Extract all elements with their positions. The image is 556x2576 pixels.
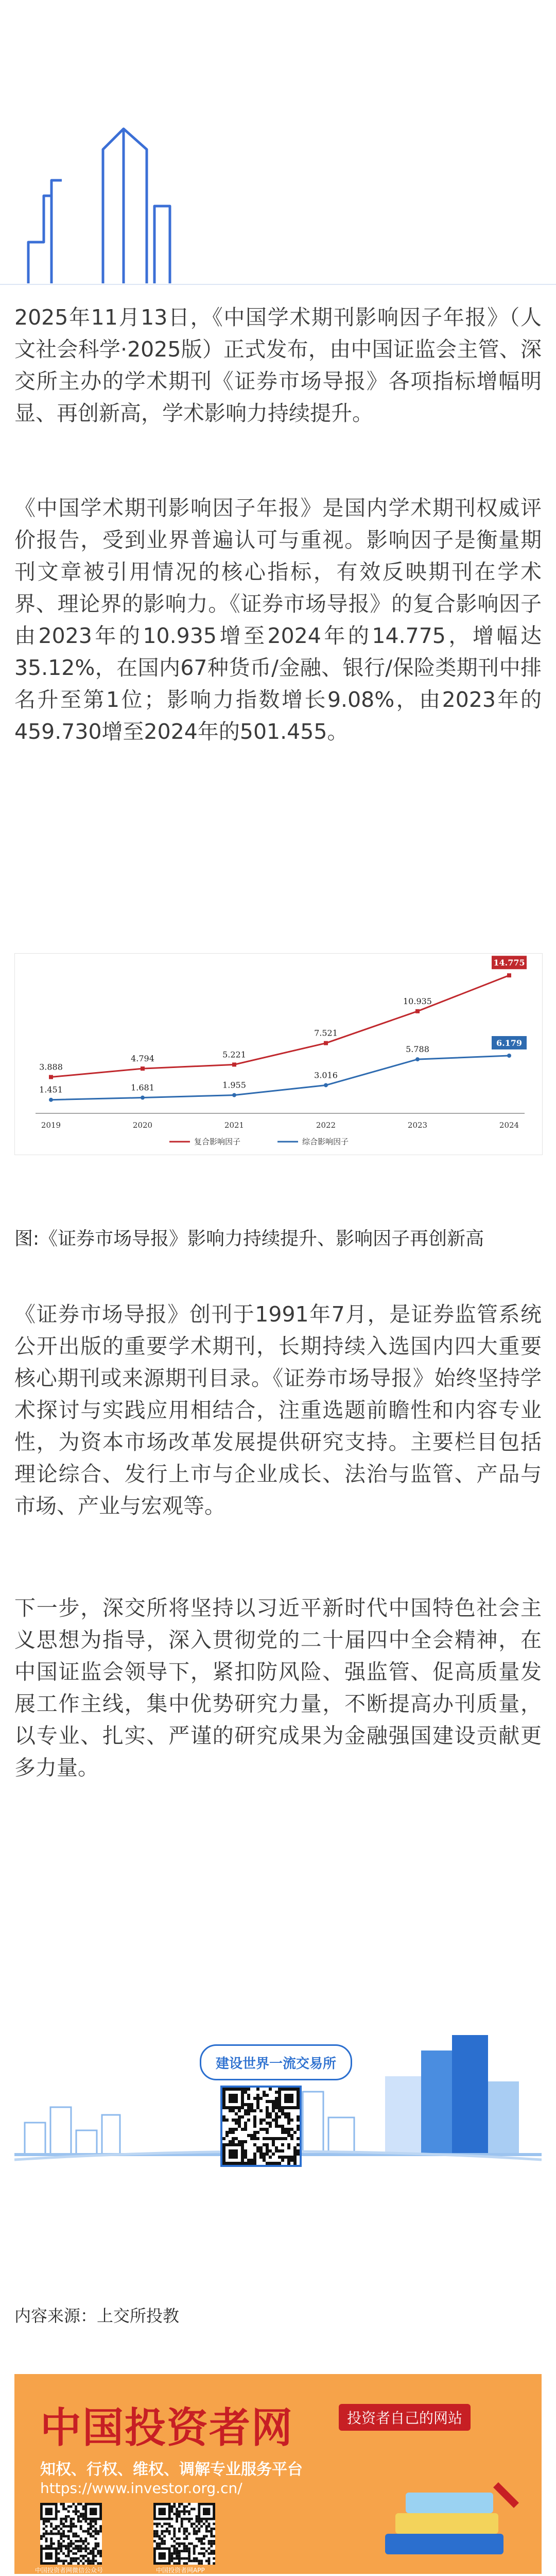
books-illustration <box>375 2472 529 2570</box>
data-label: 7.521 <box>314 1028 338 1038</box>
investor-app-qr[interactable] <box>153 2503 215 2565</box>
series-line-1 <box>51 1056 509 1100</box>
qr-pattern-icon <box>153 2503 215 2565</box>
investor-network-ad[interactable] <box>14 2374 542 2574</box>
data-point <box>141 1066 145 1071</box>
data-label: 4.794 <box>131 1054 154 1064</box>
investor-app-qr-label: 中国投资者网APP <box>156 2567 205 2574</box>
investor-wechat-qr[interactable] <box>40 2503 102 2565</box>
qr-pattern-icon <box>222 2088 300 2165</box>
data-point <box>49 1098 53 1102</box>
data-label: 10.935 <box>403 996 432 1006</box>
article-paragraph-4: 下一步，深交所将坚持以习近平新时代中国特色社会主义思想为指导，深入贯彻党的二十届四中全会精神，在中国证监会领导下，紧扣防风险、强监管、促高质量发展工作主线，集中优势研究力量，不断提高办刊质量，以专业、扎实、严谨的研究成果为金融强国建设贡献更多力量。 <box>14 1596 542 1780</box>
impact-factor-chart <box>14 953 543 1155</box>
banner-qr-code[interactable] <box>220 2086 302 2167</box>
data-label: 1.451 <box>39 1084 63 1095</box>
legend-label: 复合影响因子 <box>194 1137 241 1146</box>
building-outline-illustration <box>0 118 556 289</box>
banner-pill <box>200 2044 352 2080</box>
data-label: 5.221 <box>222 1049 246 1060</box>
data-label: 1.681 <box>131 1082 154 1093</box>
investor-network-tagline: 投资者自己的网站 <box>339 2404 471 2431</box>
article-paragraph-2: 《中国学术期刊影响因子年报》是国内学术期刊权威评价报告，受到业界普遍认可与重视。影响因子是衡量期刊文章被引用情况的核心指标，有效反映期刊在学术界、理论界的影响力。《证券市场导报》的复合影响因子由2023年的10.935增至2024年的14.775，增幅达35.12%，在国内67种货币/金融、银行/保险类期刊中排名升至第1位；影响力指数增长9.08%，由2023年的459.730增至2024年的501.455。 <box>14 496 542 744</box>
qr-pattern-icon <box>40 2503 102 2565</box>
data-point <box>49 1075 53 1079</box>
data-label: 3.016 <box>314 1070 338 1080</box>
x-tick-label: 2019 <box>41 1121 61 1130</box>
article-paragraph-3: 《证券市场导报》创刊于1991年7月，是证券监管系统公开出版的重要学术期刊，长期持续入选国内四大重要核心期刊或来源期刊目录。《证券市场导报》始终坚持学术探讨与实践应用相结合，注重选题前瞻性和内容专业性，为资本市场改革发展提供研究支持。主要栏目包括理论综合、发行上市与企业成长、法治与监管、产品与市场、产业与宏观等。 <box>14 1302 542 1518</box>
investor-network-title: 中国投资者网 <box>40 2404 293 2452</box>
data-label: 6.179 <box>496 1038 523 1048</box>
x-tick-label: 2021 <box>224 1121 245 1130</box>
data-point <box>415 1009 420 1013</box>
data-point <box>232 1093 236 1097</box>
investor-wechat-qr-label: 中国投资者网微信公众号 <box>35 2567 103 2574</box>
data-label: 3.888 <box>39 1062 63 1072</box>
x-tick-label: 2024 <box>499 1121 519 1130</box>
x-tick-label: 2020 <box>132 1121 153 1130</box>
impact-factor-line-chart <box>15 954 542 1155</box>
data-point <box>232 1062 236 1066</box>
investor-network-subtitle: 知权、行权、维权、调解专业服务平台 <box>40 2461 303 2479</box>
data-point <box>507 973 511 977</box>
investor-network-url[interactable]: https://www.investor.org.cn/ <box>40 2480 242 2497</box>
chart-caption: 图:《证券市场导报》影响力持续提升、影响因子再创新高 <box>14 1228 484 1249</box>
content-source: 内容来源：上交所投教 <box>14 2306 180 2326</box>
data-point <box>507 1054 511 1058</box>
data-label: 1.955 <box>222 1080 246 1090</box>
data-point <box>324 1041 328 1045</box>
x-tick-label: 2022 <box>316 1121 336 1130</box>
exchange-banner <box>14 2020 542 2169</box>
data-point <box>415 1057 420 1061</box>
data-label: 5.788 <box>406 1044 429 1055</box>
x-tick-label: 2023 <box>407 1121 428 1130</box>
article-paragraph-1: 2025年11月13日，《中国学术期刊影响因子年报》（人文社会科学·2025版）正式发布，由中国证监会主管、深交所主办的学术期刊《证券市场导报》各项指标增幅明显、再创新高，学术影响力持续提升。 <box>14 305 542 426</box>
data-point <box>324 1083 328 1087</box>
legend-label: 综合影响因子 <box>302 1137 349 1146</box>
series-line-0 <box>51 975 509 1077</box>
banner-text: 建设世界一流交易所 <box>215 2056 336 2072</box>
data-point <box>141 1096 145 1100</box>
data-label: 14.775 <box>493 958 525 968</box>
